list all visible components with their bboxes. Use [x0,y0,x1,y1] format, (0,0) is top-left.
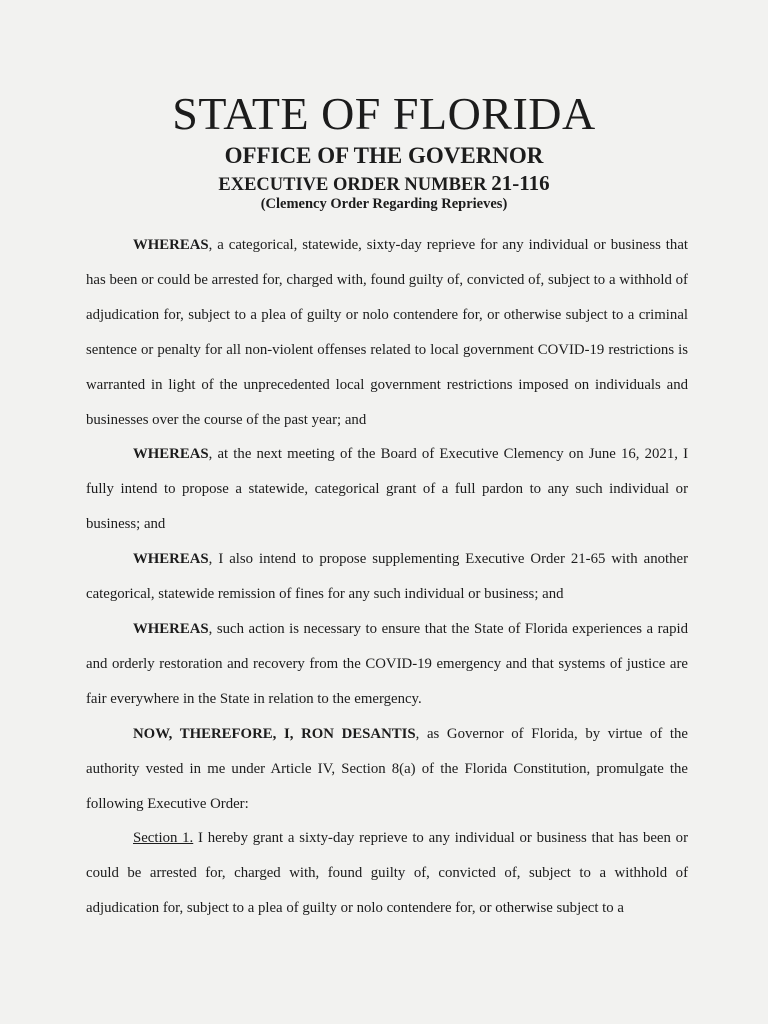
paragraph-lead: WHEREAS [133,551,209,568]
paragraph-lead: NOW, THEREFORE, I, RON DESANTIS [133,725,416,742]
paragraph-text: , such action is necessary to ensure that the State of Florida experiences a rapid and orderly restoration and recovery from the COVID-19 emergency and that systems of justice are fair everywhere in the State in relation to the emergency. [86,620,688,707]
paragraph-lead: WHEREAS [133,446,209,463]
whereas-paragraph-4 [86,612,688,717]
document-body [86,228,688,926]
whereas-paragraph-2 [86,437,688,542]
paragraph-text: , as Governor of Florida, by virtue of the authority vested in me under Article IV, Section 8(a) of the Florida Constitution, promulgate the following Executive Order: [86,725,688,812]
executive-order-label: EXECUTIVE ORDER NUMBER [218,175,492,195]
section-1-paragraph [86,821,688,926]
executive-order-subtitle: (Clemency Order Regarding Reprieves) [260,196,508,212]
paragraph-text: , at the next meeting of the Board of Executive Clemency on June 16, 2021, I fully intend to propose a statewide, categorical grant of a full pardon to any such individual or business; and [86,446,688,533]
paragraph-lead: WHEREAS [133,237,209,253]
section-1-heading: Section 1. [133,830,194,847]
now-therefore-paragraph [86,717,688,822]
paragraph-text: , I also intend to propose supplementing Executive Order 21-65 with another categorical, statewide remission of fines for any such individual or business; and [86,551,688,603]
state-title: STATE OF FLORIDA [172,88,596,139]
office-title: OFFICE OF THE GOVERNOR [224,143,544,168]
whereas-paragraph-1 [86,228,688,437]
paragraph-lead: WHEREAS [133,620,209,637]
paragraph-text: , a categorical, statewide, sixty-day reprieve for any individual or business that has been or could be arrested for, charged with, found guilty of, convicted of, subject to a withhold of adjudication for, subject to a plea of guilty or nolo contendere for, or otherwise subject to a criminal sentence or penalty for all non-violent offenses related to local government COVID-19 restrictions is warranted in light of the unprecedented local government restrictions imposed on individuals and businesses over the course of the past year; and [86,237,688,428]
whereas-paragraph-3 [86,542,688,612]
section-1-text: I hereby grant a sixty-day reprieve to any individual or business that has been or could be arrested for, charged with, found guilty of, convicted of, subject to a withhold of adjudication for, subject to a plea of guilty or nolo contendere for, or otherwise subject to a [86,830,688,917]
executive-order-number: 21-116 [491,171,550,195]
